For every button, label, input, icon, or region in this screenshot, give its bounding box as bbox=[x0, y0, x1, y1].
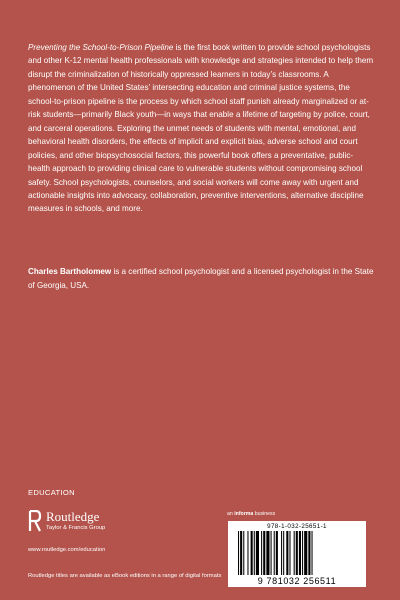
barcode-bar bbox=[283, 531, 284, 575]
barcode-bar bbox=[240, 531, 242, 575]
informa-brand: informa bbox=[234, 511, 254, 517]
barcode-bar bbox=[271, 531, 272, 575]
barcode-bar bbox=[254, 531, 255, 575]
barcode-bar bbox=[289, 531, 290, 575]
barcode-bar bbox=[238, 531, 239, 575]
book-description bbox=[28, 41, 374, 216]
publisher-name: Routledge bbox=[46, 509, 100, 524]
barcode-bar bbox=[286, 531, 288, 575]
subject-category: EDUCATION bbox=[28, 488, 75, 497]
informa-suffix: business bbox=[253, 511, 276, 517]
informa-business-label bbox=[227, 511, 275, 517]
barcode-bar bbox=[308, 531, 310, 575]
book-title: Preventing the School-to-Prison Pipeline bbox=[28, 43, 174, 52]
barcode-bar bbox=[263, 531, 265, 575]
barcode-bar bbox=[304, 531, 307, 575]
informa-prefix: an bbox=[227, 511, 235, 517]
barcode-bar bbox=[243, 531, 244, 575]
description-text: is the first book written to provide school psychologists and other K-12 mental health professionals with knowledge and strategies intended to help them disrupt the criminalization of historically oppressed learners in today’s classrooms. A phenomenon of the United States’ intersecting education and criminal justice systems, the school-to-prison pipeline is the process by which school staff punish already marginalized or at-risk students—primarily Black youth—in ways that enable a lifetime of targeting by police, court, and carceral operations. Exploring the unmet needs of students with mental, emotional, and behavioral health disorders, the effects of implicit and explicit bias, adverse school and court policies, and other biopsychosocial factors, this powerful book offers a preventative, public-health approach to providing clinical care to vulnerable students without compromising school safety. School psychologists, counselors, and social workers will come away with urgent and actionable insights into advocacy, collaboration, preventive interventions, alternative discipline measures in schools, and more. bbox=[28, 43, 374, 214]
barcode-bar bbox=[276, 531, 278, 575]
barcode-bar bbox=[281, 531, 282, 575]
publisher-group: Taylor & Francis Group bbox=[46, 525, 106, 531]
barcode-bar bbox=[299, 531, 301, 575]
ebook-note: Routledge titles are available as eBook editions in a range of digital formats bbox=[28, 573, 222, 579]
barcode-bar bbox=[294, 531, 295, 575]
barcode-bars bbox=[238, 531, 356, 575]
author-bio bbox=[28, 265, 374, 292]
barcode-bar bbox=[251, 531, 253, 575]
publisher-website[interactable]: www.routledge.com/education bbox=[28, 547, 106, 553]
publisher-logo bbox=[28, 510, 105, 532]
author-name: Charles Bartholomew bbox=[28, 267, 112, 276]
barcode-bar bbox=[261, 531, 262, 575]
isbn-barcode bbox=[228, 521, 366, 587]
barcode-bar bbox=[302, 531, 303, 575]
barcode-bar bbox=[312, 531, 313, 575]
barcode-bar bbox=[274, 531, 275, 575]
barcode-bar bbox=[296, 531, 298, 575]
barcode-bar bbox=[256, 531, 259, 575]
isbn-top-label: 978-1-032-25651-1 bbox=[267, 523, 327, 530]
routledge-r-icon bbox=[28, 510, 42, 532]
author-bio-text: is a certified school psychologist and a licensed psychologist in the State of Georgia, USA. bbox=[28, 267, 374, 290]
barcode-bar bbox=[266, 531, 269, 575]
barcode-bar bbox=[247, 531, 248, 575]
isbn-bottom-label: 9 781032 256511 bbox=[257, 576, 337, 586]
